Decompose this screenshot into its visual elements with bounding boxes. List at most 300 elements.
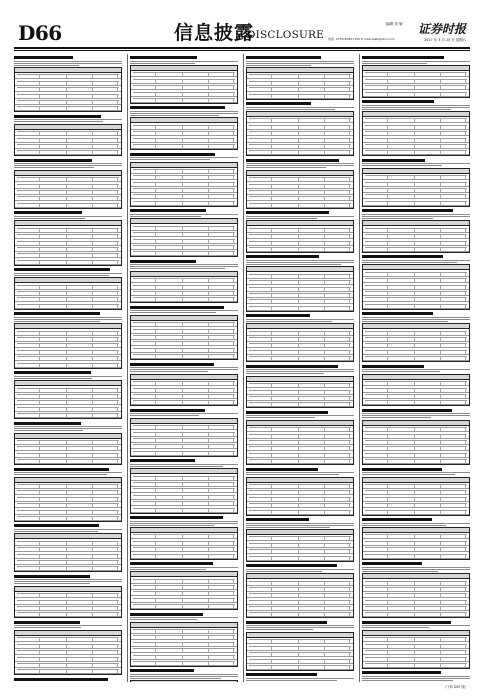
table-row [247,484,353,489]
text-paragraph [362,468,470,476]
table-header [131,528,237,533]
page-number: D66 [18,21,62,45]
text-paragraph [130,516,238,526]
text-line [130,521,238,522]
text-line [130,61,238,62]
table-row [15,663,121,668]
text-line [130,113,238,114]
table-row [131,400,237,405]
table-row [15,87,121,92]
financial-table [130,65,238,104]
financial-table [362,477,470,516]
text-paragraph [14,678,122,682]
table-row [15,94,121,99]
text-line [246,167,326,168]
text-line [362,525,446,526]
financial-table [246,420,354,465]
table-row [247,177,353,182]
paragraph-heading [130,56,197,59]
text-line [246,629,313,630]
text-line [246,321,332,322]
text-line [130,369,238,370]
table-row [131,591,237,596]
text-line [130,371,208,372]
text-line [246,63,354,64]
text-line [362,678,470,679]
text-line [246,163,354,164]
table-header [131,572,237,577]
text-paragraph [130,306,238,314]
paragraph-heading [14,115,101,118]
text-line [362,415,470,416]
table-row [131,291,237,296]
table-row [15,343,121,348]
financial-table [14,277,122,310]
text-line [14,430,83,431]
table-row [15,600,121,605]
text-line [130,367,238,368]
text-line [362,107,470,108]
text-line [130,678,221,679]
table-row [15,297,121,302]
table-row [363,497,469,502]
table-row [15,106,121,111]
paragraph-heading [362,671,441,674]
table-row [247,274,353,279]
text-line [246,571,322,572]
text-line [130,466,223,467]
financial-table [14,220,122,265]
text-paragraph [246,159,354,169]
table-row [247,593,353,598]
table-row [131,541,237,546]
table-row [15,644,121,649]
table-row [15,177,121,182]
table-row [363,547,469,552]
paragraph-heading [362,100,434,103]
table-header [131,219,237,224]
text-paragraph [130,56,238,64]
table-row [131,348,237,353]
text-paragraph [246,468,354,476]
table-row [15,196,121,201]
text-line [362,163,470,164]
table-row [15,285,121,290]
table-header [247,478,353,483]
table-row [363,331,469,336]
table-row [363,503,469,508]
table-header [131,681,237,682]
table-row [247,331,353,336]
paragraph-heading [14,56,73,59]
financial-table [130,315,238,360]
table-row [247,74,353,79]
table-row [363,484,469,489]
table-row [363,650,469,655]
table-row [15,497,121,502]
table-row [247,343,353,348]
table-row [247,396,353,401]
table-row [247,280,353,285]
text-line [246,373,324,374]
table-row [131,579,237,584]
table-row [363,72,469,77]
text-line [362,680,453,681]
table-row [363,144,469,149]
text-line [130,312,216,313]
newspaper-logo: 证券时报 [417,22,466,36]
table-row [15,547,121,552]
text-line [14,317,122,318]
text-line [14,581,122,582]
table-header [15,381,121,386]
table-row [363,350,469,355]
table-row [15,637,121,642]
table-row [15,350,121,355]
table-header [15,587,121,592]
financial-table [246,632,354,671]
text-line [362,105,470,106]
table-row [131,661,237,666]
continuation-note: (下转 D67 版) [445,685,466,689]
paragraph-heading [130,260,196,263]
text-line [130,310,238,311]
text-line [246,107,354,108]
table-header [363,631,469,636]
table-row [247,639,353,644]
table-row [363,79,469,84]
table-header [247,68,353,73]
financial-table [246,67,354,100]
text-paragraph [246,411,354,419]
table-row [363,587,469,592]
table-row [363,285,469,290]
table-row [15,516,121,521]
text-line [130,157,238,158]
table-row [15,490,121,495]
table-row [15,657,121,662]
text-line [246,569,354,570]
text-line [130,266,238,267]
table-header [363,528,469,533]
table-row [131,188,237,193]
paragraph-heading [246,468,318,471]
paragraph-heading [246,56,321,59]
text-line [362,474,455,475]
paragraph-heading [246,365,338,368]
financial-table [130,271,238,304]
paragraph-heading [130,613,203,616]
paragraph-heading [130,409,205,412]
text-paragraph [362,56,470,64]
table-row [247,150,353,155]
table-row [131,547,237,552]
table-header [363,221,469,226]
table-header [15,68,121,73]
table-row [131,226,237,231]
financial-table [130,218,238,257]
text-line [362,417,431,418]
text-paragraph [14,312,122,322]
table-row [15,446,121,451]
text-line [130,214,238,215]
text-line [130,464,238,465]
paragraph-heading [130,459,195,462]
table-row [131,501,237,506]
financial-table [362,573,470,618]
table-row [247,196,353,201]
text-paragraph [362,159,470,167]
financial-table [246,170,354,209]
text-line [362,371,440,372]
table-row [15,190,121,195]
text-paragraph [14,371,122,379]
financial-table [14,124,122,157]
financial-table [14,433,122,466]
table-row [363,337,469,342]
text-line [14,426,122,427]
text-line [246,417,315,418]
financial-table [362,168,470,207]
table-row [247,228,353,233]
financial-table [130,468,238,513]
table-row [363,434,469,439]
table-row [15,566,121,571]
paragraph-heading [14,268,110,271]
table-row [131,239,237,244]
text-paragraph [130,409,238,417]
disclosure-columns [14,54,470,682]
text-paragraph [14,468,122,476]
text-paragraph [14,56,122,66]
table-row [247,287,353,292]
financial-table [246,376,354,409]
paragraph-heading [14,575,90,578]
text-line [14,216,122,217]
table-row [363,150,469,155]
table-row [15,331,121,336]
table-row [131,201,237,206]
table-row [363,427,469,432]
table-row [247,94,353,99]
financial-table [362,65,470,98]
table-row [131,169,237,174]
paragraph-heading [246,621,327,624]
paragraph-heading [246,159,339,162]
text-line [130,115,219,116]
text-line [14,474,107,475]
text-line [246,472,354,473]
text-line [130,264,238,265]
text-line [130,415,199,416]
text-paragraph [362,409,470,419]
table-row [131,444,237,449]
table-row [15,400,121,405]
text-paragraph [130,613,238,621]
table-header [15,534,121,539]
table-row [363,188,469,193]
table-row [131,655,237,660]
financial-table [130,374,238,407]
paragraph-heading [14,159,92,162]
table-header [363,66,469,71]
table-header [131,375,237,380]
paragraph-heading [246,211,329,214]
financial-table [14,630,122,675]
text-line [362,569,470,570]
table-row [363,440,469,445]
text-line [14,167,94,168]
financial-table [362,264,470,309]
table-row [131,182,237,187]
table-row [247,587,353,592]
table-row [131,432,237,437]
table-row [363,92,469,97]
table-header [15,478,121,483]
table-row [247,503,353,508]
text-line [362,63,427,64]
table-row [15,394,121,399]
text-line [246,61,354,62]
text-line [246,369,354,370]
table-row [363,175,469,180]
table-header [363,169,469,174]
table-row [131,297,237,302]
table-row [363,534,469,539]
text-paragraph [246,621,354,631]
table-row [131,534,237,539]
text-line [14,378,92,379]
paragraph-heading [130,562,213,565]
table-row [363,228,469,233]
paragraph-heading [14,468,109,471]
table-row [363,234,469,239]
text-paragraph [130,106,238,116]
text-line [130,617,238,618]
text-paragraph [246,314,354,322]
text-line [362,262,457,263]
table-row [15,304,121,309]
table-row [15,228,121,233]
table-row [363,612,469,617]
table-header [363,574,469,579]
table-row [247,510,353,515]
table-row [131,598,237,603]
table-row [247,138,353,143]
table-row [363,291,469,296]
table-row [247,490,353,495]
text-line [246,260,354,261]
table-row [131,92,237,97]
text-line [14,531,98,532]
text-line [362,413,470,414]
masthead-rule-thin [14,50,470,51]
text-line [130,111,238,112]
table-row [247,247,353,252]
editor-credit: 编辑 刘 敏 [386,22,403,26]
table-row [247,293,353,298]
table-row [247,402,353,407]
table-row [363,490,469,495]
paragraph-heading [130,209,206,212]
table-row [131,72,237,77]
table-row [363,131,469,136]
financial-table [14,67,122,112]
table-row [363,388,469,393]
text-paragraph [14,159,122,169]
text-paragraph [246,211,354,219]
table-row [247,87,353,92]
column-divider [243,54,244,682]
text-paragraph [14,268,122,276]
table-row [363,118,469,123]
table-header [247,324,353,329]
text-line [246,371,354,372]
text-line [246,523,354,524]
table-header [363,478,469,483]
text-line [246,262,354,263]
paragraph-heading [14,211,82,214]
table-row [15,203,121,208]
text-paragraph [14,575,122,585]
text-line [246,627,354,628]
table-row [363,356,469,361]
table-row [363,304,469,309]
table-row [131,451,237,456]
table-row [131,322,237,327]
text-line [130,567,238,568]
financial-table [14,533,122,572]
text-line [130,413,238,414]
table-row [363,657,469,662]
table-row [15,253,121,258]
table-header [131,163,237,168]
table-row [363,606,469,611]
table-header [15,221,121,226]
text-paragraph [246,102,354,110]
paragraph-heading [130,516,223,519]
paragraph-heading [362,562,422,565]
paragraph-heading [14,422,81,425]
column-1 [14,54,122,682]
text-line [362,472,470,473]
table-row [363,138,469,143]
table-row [131,629,237,634]
table-header [247,574,353,579]
table-row [363,182,469,187]
text-line [14,583,90,584]
paragraph-heading [130,153,215,156]
table-row [131,245,237,250]
table-header [131,316,237,321]
text-paragraph [130,363,238,373]
table-row [131,508,237,513]
text-line [130,159,210,160]
table-row [363,581,469,586]
table-row [15,453,121,458]
financial-table [362,630,470,669]
table-row [247,665,353,670]
financial-table [14,380,122,419]
table-row [131,604,237,609]
financial-table [246,529,354,562]
text-paragraph [246,564,354,572]
table-row [15,554,121,559]
table-row [131,98,237,103]
text-line [362,214,470,215]
text-paragraph [14,621,122,629]
text-line [130,525,214,526]
